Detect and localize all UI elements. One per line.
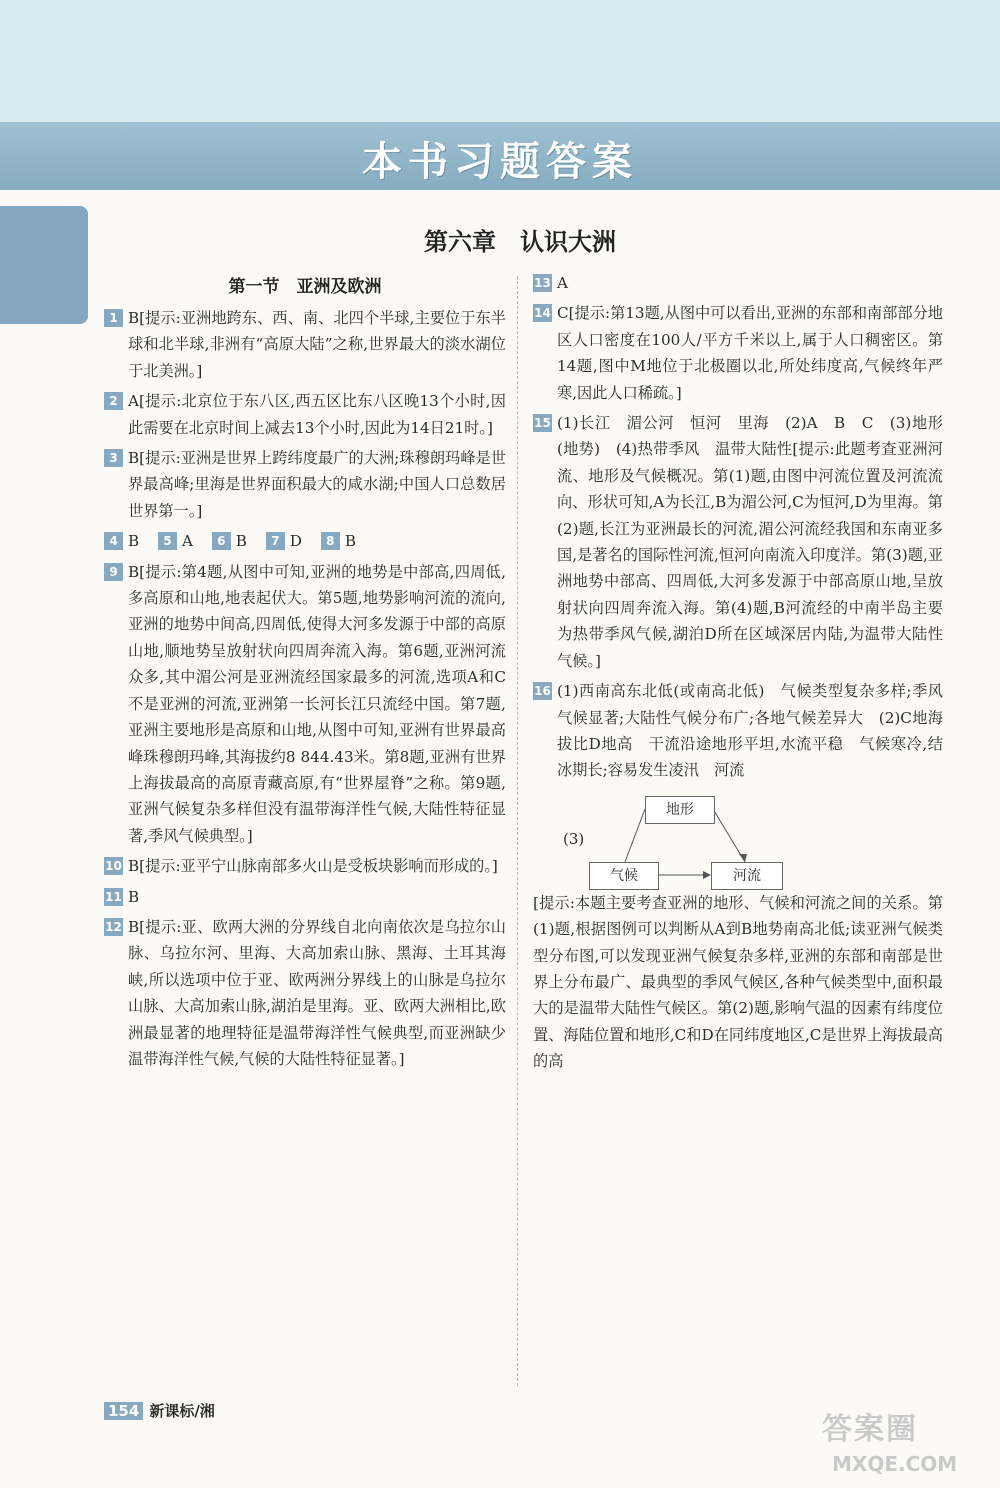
answer-item-7 [266, 528, 302, 554]
answer-text: C[提示:第13题,从图中可以看出,亚洲的东部和南部部分地区人口密度在100人/平方千米以上,属于人口稠密区。第14题,图中M地位于北极圈以北,所处纬度高,气候终年严寒,因此人口稀疏。] [557, 304, 943, 402]
diagram-node-river: 河流 [711, 862, 783, 890]
question-number: 1 [104, 309, 123, 327]
section-title: 第一节 亚洲及欧洲 [228, 277, 382, 297]
page-number: 154 [104, 1402, 143, 1420]
answer-item-3 [104, 445, 506, 524]
answer-item-6 [212, 528, 247, 554]
answer-item-2 [104, 388, 506, 441]
answer-text: A [182, 532, 193, 551]
answer-text: (1)西南高东北低(或南高北低) 气候类型复杂多样;季风气候显著;大陆性气候分布广;各地气候差异大 (2)C地海拔比D地高 干流沿途地形平坦,水流平稳 气候寒冷,结冰期长;容易发生凌汛 河流 [557, 682, 943, 780]
question-number: 8 [321, 532, 340, 550]
question-number: 3 [104, 449, 123, 467]
watermark-logo: 答案圈 [822, 1412, 918, 1447]
diagram-node-climate: 气候 [589, 862, 659, 890]
answer-text: B[提示:第4题,从图中可知,亚洲的地势是中部高,四周低,多高原和山地,地表起伏大。第5题,地势影响河流的流向,亚洲的地势中间高,四周低,使得大河多发源于中部的高原山地,顺地势呈放射状向四周奔流入海。第6题,亚洲河流众多,其中湄公河是亚洲流经国家最多的河流,选项A和C不是亚洲的河流,亚洲第一长河长江只流经中国。第7题,亚洲主要地形是高原和山地,从图中可知,亚洲有世界最高峰珠穆朗玛峰,其海拔约8 844.43米。第8题,亚洲有世界上海拔最高的高原青藏高原,有“世界屋脊”之称。第9题,亚洲气候复杂多样但没有温带海洋性气候,大陆性特征显著,季风气候典型。] [128, 562, 506, 845]
question-number: 12 [105, 919, 122, 934]
question-number: 7 [266, 532, 285, 550]
question-number: 6 [212, 532, 231, 550]
question-number: 15 [534, 416, 551, 431]
diagram-label: (3) [563, 829, 585, 848]
answer-item-1 [104, 305, 506, 384]
left-column [104, 270, 506, 1076]
question-number: 5 [158, 532, 177, 550]
answer-item-4 [104, 528, 139, 554]
answer-text: A [557, 274, 568, 292]
side-tab [0, 206, 88, 324]
answer-text: A[提示:北京位于东八区,西五区比东八区晚13个小时,因此需要在北京时间上减去13个小时,因此为14日21时。] [128, 392, 506, 437]
question-number: 11 [105, 889, 122, 904]
answer-item-12 [104, 914, 506, 1072]
relationship-diagram [533, 790, 943, 886]
question-number: 13 [534, 276, 551, 290]
answer-item-13 [533, 270, 943, 296]
top-band [0, 0, 1000, 122]
answer-text: B [235, 532, 247, 551]
answer-item-16 [533, 678, 943, 784]
answer-text: D [289, 532, 302, 551]
answer-text: [提示:本题主要考查亚洲的地形、气候和河流之间的关系。第(1)题,根据图例可以判断从A到B地势南高北低;读亚洲气候类型分布图,可以发现亚洲气候复杂多样,亚洲的东部和南部是世界上分布最广、最典型的季风气候区,各种气候类型中,面积最大的是温带大陆性气候区。第(2)题,影响气温的因素有纬度位置、海陆位置和地形,C和D在同纬度地区,C是世界上海拔最高的高 [533, 893, 943, 1071]
question-number: 9 [104, 563, 123, 581]
question-number: 16 [534, 684, 551, 699]
answer-item-8 [321, 528, 356, 554]
answer-16-hint [533, 890, 943, 1075]
diagram-node-terrain: 地形 [645, 796, 715, 824]
answer-row-4-8 [104, 528, 506, 554]
right-column [533, 270, 943, 1079]
chapter-title: 第六章 认识大洲 [424, 228, 616, 256]
watermark-url: MXQE.COM [832, 1452, 958, 1476]
question-number: 4 [104, 532, 123, 550]
question-number: 10 [105, 859, 122, 874]
answer-text: (1)长江 湄公河 恒河 里海 (2)A B C (3)地形(地势) (4)热带季风 温带大陆性[提示:此题考查亚洲河流、地形及气候概况。第(1)题,由图中河流位置及河流流向、形状可知,A为长江,B为湄公河,C为恒河,D为里海。第(2)题,长江为亚洲最长的河流,湄公河流经我国和东南亚多国,是著名的国际性河流,恒河向南流入印度洋。第(3)题,亚洲地势中部高、四周低,大河多发源于中部高原山地,呈放射状向四周奔流入海。第(4)题,B河流经的中南半岛主要为热带季风气候,湖泊D所在区域深居内陆,为温带大陆性气候。] [557, 414, 943, 670]
answer-item-5 [158, 528, 193, 554]
question-number: 14 [534, 306, 551, 321]
question-number: 2 [104, 392, 123, 410]
answer-item-10 [104, 853, 506, 879]
answer-text: B[提示:亚洲地跨东、西、南、北四个半球,主要位于东半球和北半球,非洲有“高原大陆”之称,世界最大的淡水湖位于北美洲。] [128, 309, 506, 380]
answer-item-14 [533, 300, 943, 406]
page-footer [104, 1400, 215, 1421]
answer-item-9 [104, 559, 506, 849]
answer-item-11 [104, 884, 506, 910]
answer-item-15 [533, 410, 943, 674]
column-divider [517, 276, 518, 1386]
answer-text: B [128, 887, 140, 906]
banner-title: 本书习题答案 [362, 139, 638, 185]
answer-text: B [128, 532, 140, 551]
answer-text: B[提示:亚、欧两大洲的分界线自北向南依次是乌拉尔山脉、乌拉尔河、里海、大高加索山脉、黑海、土耳其海峡,所以选项中位于亚、欧两洲分界线上的山脉是乌拉尔山脉、大高加索山脉,湖泊是里海。亚、欧两大洲相比,欧洲最显著的地理特征是温带海洋性气候典型,而亚洲缺少温带海洋性气候,气候的大陆性特征显著。] [128, 917, 506, 1068]
answer-text: B[提示:亚洲是世界上跨纬度最广的大洲;珠穆朗玛峰是世界最高峰;里海是世界面积最大的咸水湖;中国人口总数居世界第一。] [128, 449, 506, 520]
footer-label: 新课标/湘 [149, 1402, 215, 1420]
answer-text: B[提示:亚平宁山脉南部多火山是受板块影响而形成的。] [128, 857, 498, 876]
answer-text: B [344, 532, 356, 551]
